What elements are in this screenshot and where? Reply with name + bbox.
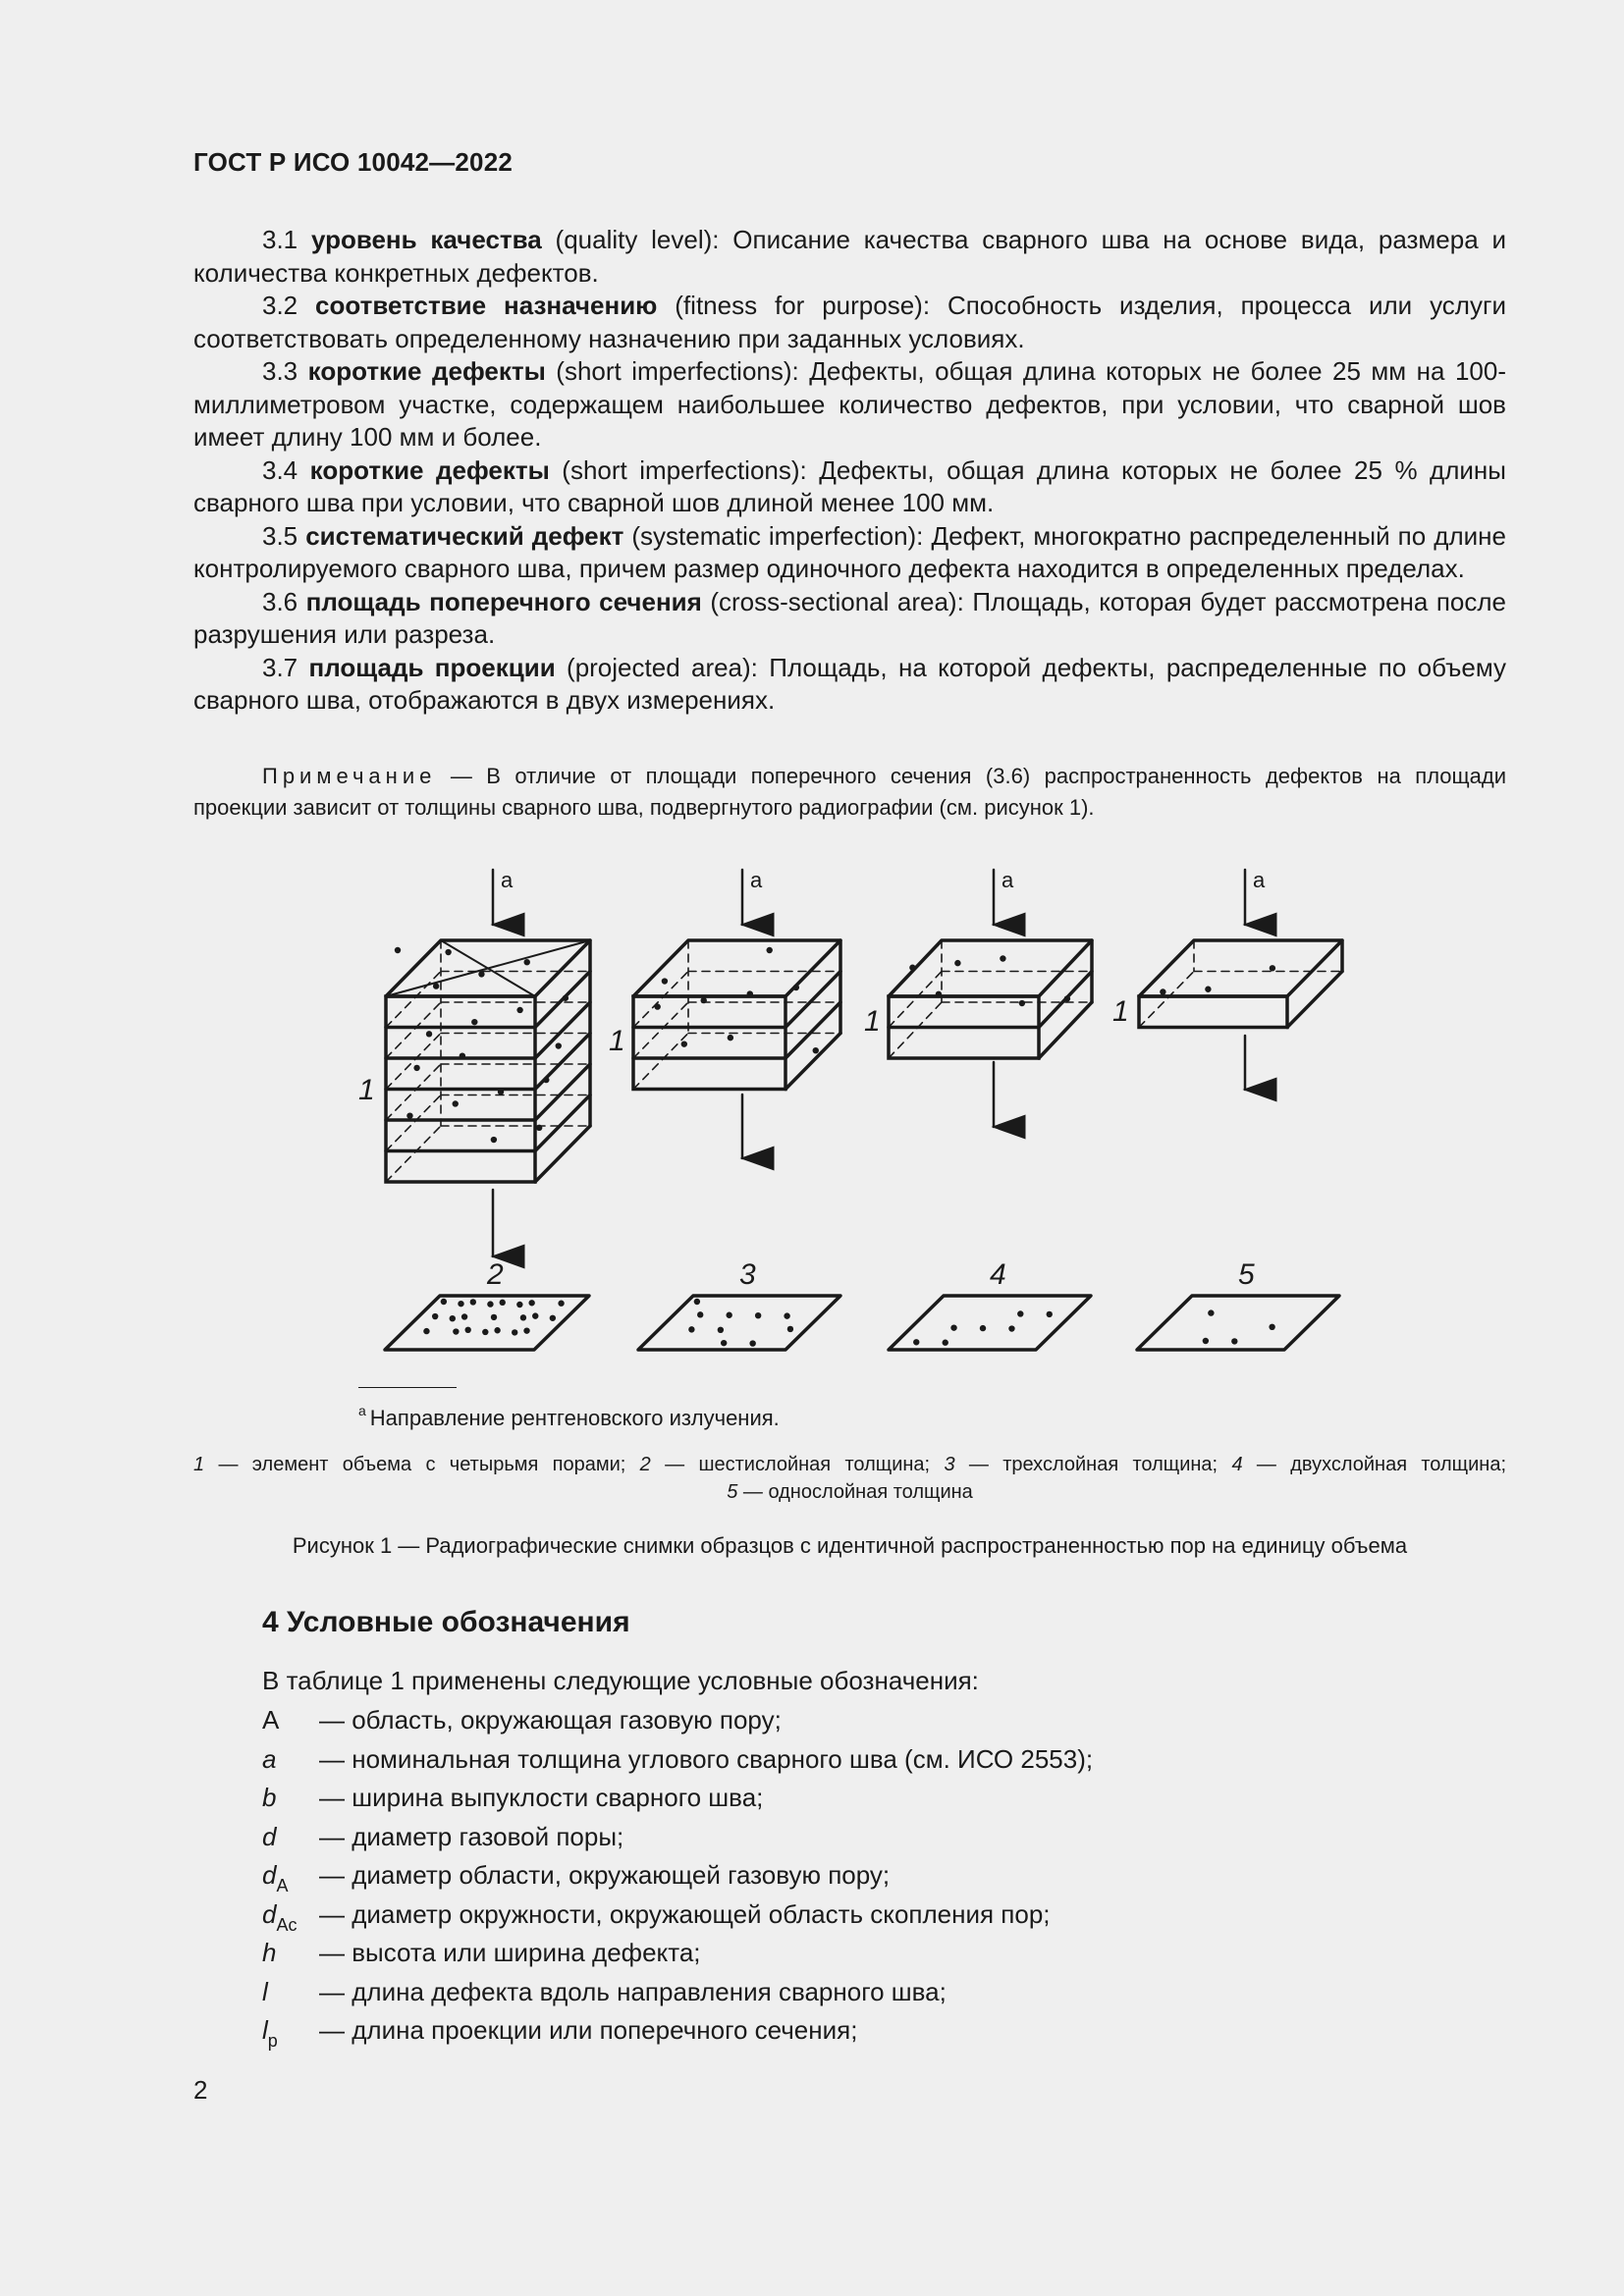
projection-plate — [1137, 1296, 1339, 1350]
pore-projection-dot — [528, 1300, 534, 1306]
block-front-face — [1139, 996, 1287, 1028]
block-label-1: 1 — [609, 1025, 625, 1057]
footnote — [358, 1394, 780, 1435]
definition-3-5: 3.5 систематический дефект (systematic imperfection): Дефект, многократно распределенный по длине контролируемого сварного шва, причем размер одиночного дефекта находится в определенных пределах. — [193, 520, 1506, 583]
legend-line: 5 — однослойная толщина — [727, 1481, 973, 1503]
pore-dot — [728, 1035, 733, 1041]
block-bottom-edge — [535, 1126, 590, 1182]
symbol-desc: — область, окружающая газовую пору; — [319, 1705, 782, 1735]
pore-projection-dot — [1017, 1310, 1023, 1316]
definition-3-7: 3.7 площадь проекции (projected area): Площадь, на которой дефекты, распределенные по объему сварного шва, отображаются в двух измерениях. — [193, 652, 1507, 715]
block-label-1: 1 — [358, 1074, 375, 1106]
pore-projection-dot — [784, 1312, 789, 1318]
pore-projection-dot — [423, 1328, 429, 1334]
pore-dot — [543, 1077, 549, 1083]
block-bottom-edge — [1039, 1002, 1092, 1058]
layer-side-line — [785, 972, 840, 1028]
note-label: Примечание — [262, 764, 437, 788]
hidden-edge — [386, 1126, 441, 1182]
block-label-1: 1 — [1112, 995, 1129, 1028]
pore-projection-dot — [950, 1324, 956, 1330]
pore-dot — [445, 949, 451, 955]
pore-projection-dot — [1231, 1338, 1237, 1344]
arrow-label-a: a — [501, 868, 514, 892]
pore-dot — [460, 1052, 465, 1058]
symbol-desc: — диаметр газовой поры; — [319, 1821, 624, 1851]
pore-dot — [498, 1089, 504, 1095]
note — [193, 761, 1506, 824]
pore-projection-dot — [550, 1315, 556, 1321]
projection-plate — [638, 1296, 840, 1350]
hidden-edge — [633, 1034, 688, 1090]
hidden-edge — [633, 972, 688, 1028]
symbol-desc: — диаметр области, окружающей газовую пору; — [319, 1860, 891, 1890]
pore-projection-dot — [500, 1300, 506, 1306]
pore-dot — [471, 1019, 477, 1025]
figure-1-radiography-diagram — [0, 854, 1624, 1384]
block-bottom-edge — [785, 1034, 840, 1090]
pore-dot — [793, 985, 799, 990]
legend-line: 1 — элемент объема с четырьмя порами; 2 — шестислойная толщина; 3 — трехслойная толщина; 4 — двухслойная толщина; — [193, 1454, 1506, 1475]
footnote-rule — [358, 1387, 457, 1388]
symbol: d — [262, 1821, 277, 1851]
definition-3-2: 3.2 соответствие назначению (fitness for purpose): Способность изделия, процесса или услуги соответствовать определенному назначению при заданных условиях. — [193, 291, 1506, 353]
pore-dot — [563, 995, 568, 1001]
pore-dot — [1064, 995, 1070, 1001]
block-front-face — [633, 996, 785, 1090]
definition-3-6: 3.6 площадь поперечного сечения (cross-sectional area): Площадь, которая будет рассмотрена после разрушения или разреза. — [193, 586, 1507, 649]
arrow-label-a: a — [1001, 868, 1014, 892]
pore-projection-dot — [749, 1340, 755, 1346]
pore-dot — [406, 1112, 412, 1118]
pore-dot — [556, 1042, 562, 1048]
hidden-edge — [386, 1034, 441, 1090]
pore-dot — [1270, 965, 1275, 971]
pore-projection-dot — [1047, 1311, 1053, 1317]
pore-projection-dot — [512, 1329, 517, 1335]
document-code: ГОСТ Р ИСО 10042—2022 — [193, 147, 514, 177]
pore-projection-dot — [450, 1315, 456, 1321]
section-title: 4 Условные обозначения — [262, 1606, 630, 1638]
pore-projection-dot — [470, 1299, 476, 1305]
pore-dot — [1019, 1000, 1025, 1006]
hidden-edge — [386, 1002, 441, 1058]
hidden-edge — [889, 1002, 942, 1058]
pore-projection-dot — [694, 1299, 700, 1305]
pore-dot — [681, 1041, 687, 1046]
pore-projection-dot — [453, 1328, 459, 1334]
page-number: 2 — [193, 2075, 208, 2105]
pore-projection-dot — [697, 1311, 703, 1317]
layer-side-line — [535, 1002, 590, 1058]
pore-dot — [524, 959, 530, 965]
pore-projection-dot — [943, 1340, 948, 1346]
block-label-1: 1 — [864, 1005, 881, 1038]
block-top-face — [1139, 940, 1342, 996]
pore-dot — [1000, 955, 1005, 961]
pore-dot — [954, 960, 960, 966]
pore-dot — [478, 971, 484, 977]
pore-projection-dot — [787, 1326, 793, 1332]
arrow-label-a: a — [1253, 868, 1266, 892]
pore-dot — [433, 983, 439, 988]
pore-dot — [516, 1007, 522, 1013]
pore-dot — [813, 1047, 819, 1053]
pore-projection-dot — [441, 1299, 447, 1305]
plate-label: 3 — [739, 1258, 756, 1291]
pore-projection-dot — [558, 1301, 564, 1307]
pore-dot — [909, 965, 915, 971]
pore-projection-dot — [1208, 1309, 1214, 1315]
figure-legend — [193, 1451, 1506, 1506]
note-text: — В отличие от площади поперечного сечения (3.6) распространенность дефектов на площади проекции зависит от толщины сварного шва, подвергнутого радиографии (см. рисунок 1). — [193, 764, 1506, 820]
plate-label: 2 — [487, 1258, 504, 1291]
pore-dot — [747, 990, 753, 996]
pore-dot — [395, 947, 401, 953]
definition-3-3: 3.3 короткие дефекты (short imperfections): Дефекты, общая длина которых не более 25 мм на 100-миллиметровом участке, содержащем наибольшее количество дефектов, при условии, что сварной шов имеет длину 100 мм и более. — [193, 356, 1507, 452]
pore-dot — [936, 991, 942, 997]
pore-dot — [767, 947, 773, 953]
symbol: $d_A$ — [262, 1860, 289, 1896]
pore-projection-dot — [688, 1326, 694, 1332]
symbol-desc: — ширина выпуклости сварного шва; — [319, 1783, 764, 1812]
pore-projection-dot — [726, 1312, 731, 1318]
pore-projection-dot — [980, 1325, 986, 1331]
pore-projection-dot — [516, 1302, 522, 1308]
block-bottom-edge — [1287, 972, 1342, 1028]
pore-projection-dot — [432, 1313, 438, 1319]
pore-projection-dot — [487, 1301, 493, 1307]
pore-projection-dot — [1008, 1325, 1014, 1331]
footnote-text: Направление рентгеновского излучения. — [369, 1406, 780, 1430]
definition-3-1: 3.1 уровень качества (quality level): Описание качества сварного шва на основе вида, размера и количества конкретных дефектов. — [193, 225, 1506, 288]
pore-dot — [701, 997, 707, 1003]
pore-projection-dot — [755, 1312, 761, 1318]
symbol: $d_{Ac}$ — [262, 1898, 298, 1935]
pore-projection-dot — [718, 1327, 724, 1333]
symbol: b — [262, 1783, 277, 1812]
hidden-edge — [386, 972, 441, 1028]
hidden-edge — [633, 1002, 688, 1058]
layer-side-line — [535, 1095, 590, 1151]
hidden-edge — [386, 1064, 441, 1120]
pore-dot — [1205, 987, 1211, 992]
pore-projection-dot — [520, 1314, 526, 1320]
plate-label: 4 — [990, 1258, 1006, 1291]
symbol-desc: — длина дефекта вдоль направления сварного шва; — [319, 1976, 947, 2006]
symbol-desc: — номинальная толщина углового сварного шва (см. ИСО 2553); — [319, 1743, 1094, 1774]
layer-side-line — [535, 1064, 590, 1120]
pore-dot — [1160, 988, 1165, 994]
figure-caption: Рисунок 1 — Радиографические снимки образцов с идентичной распространенностью пор на единицу объема — [292, 1533, 1408, 1558]
pore-dot — [662, 978, 668, 984]
pore-dot — [491, 1137, 497, 1143]
footnote-mark: a — [358, 1403, 366, 1418]
pore-projection-dot — [913, 1339, 919, 1345]
block-top-face — [889, 940, 1092, 996]
pore-dot — [413, 1065, 419, 1071]
pore-projection-dot — [482, 1329, 488, 1335]
symbol-desc: — высота или ширина дефекта; — [319, 1938, 701, 1967]
definitions-block — [193, 224, 1506, 718]
hidden-edge — [889, 972, 942, 1028]
pore-dot — [453, 1100, 459, 1106]
pore-projection-dot — [1269, 1324, 1274, 1330]
pore-projection-dot — [532, 1312, 538, 1318]
symbol: h — [262, 1938, 277, 1967]
section-intro: В таблице 1 применены следующие условные обозначения: — [262, 1666, 979, 1695]
pore-projection-dot — [491, 1314, 497, 1320]
pore-projection-dot — [1203, 1338, 1209, 1344]
symbol: A — [262, 1705, 280, 1735]
symbol: a — [262, 1743, 277, 1774]
pore-projection-dot — [464, 1327, 470, 1333]
top-diagonal — [386, 940, 590, 996]
block-top-face — [633, 940, 840, 996]
arrow-label-a: a — [750, 868, 763, 892]
symbol: l — [262, 1976, 268, 2006]
pore-dot — [654, 1003, 660, 1009]
definition-3-4: 3.4 короткие дефекты (short imperfections): Дефекты, общая длина которых не более 25 % длины сварного шва при условии, что сварной шов длиной менее 100 мм. — [193, 454, 1506, 517]
pore-projection-dot — [458, 1301, 463, 1307]
plate-label: 5 — [1238, 1258, 1255, 1291]
pore-projection-dot — [721, 1340, 727, 1346]
pore-dot — [536, 1125, 542, 1131]
symbol-desc: — длина проекции или поперечного сечения; — [319, 2015, 858, 2045]
hidden-edge — [1139, 972, 1194, 1028]
pore-projection-dot — [461, 1313, 467, 1319]
symbol-desc: — диаметр окружности, окружающей область скопления пор; — [319, 1898, 1051, 1929]
pore-dot — [426, 1031, 432, 1037]
pore-projection-dot — [494, 1327, 500, 1333]
pore-projection-dot — [523, 1327, 529, 1333]
symbol: $l_p$ — [262, 2015, 278, 2051]
hidden-edge — [386, 1095, 441, 1151]
